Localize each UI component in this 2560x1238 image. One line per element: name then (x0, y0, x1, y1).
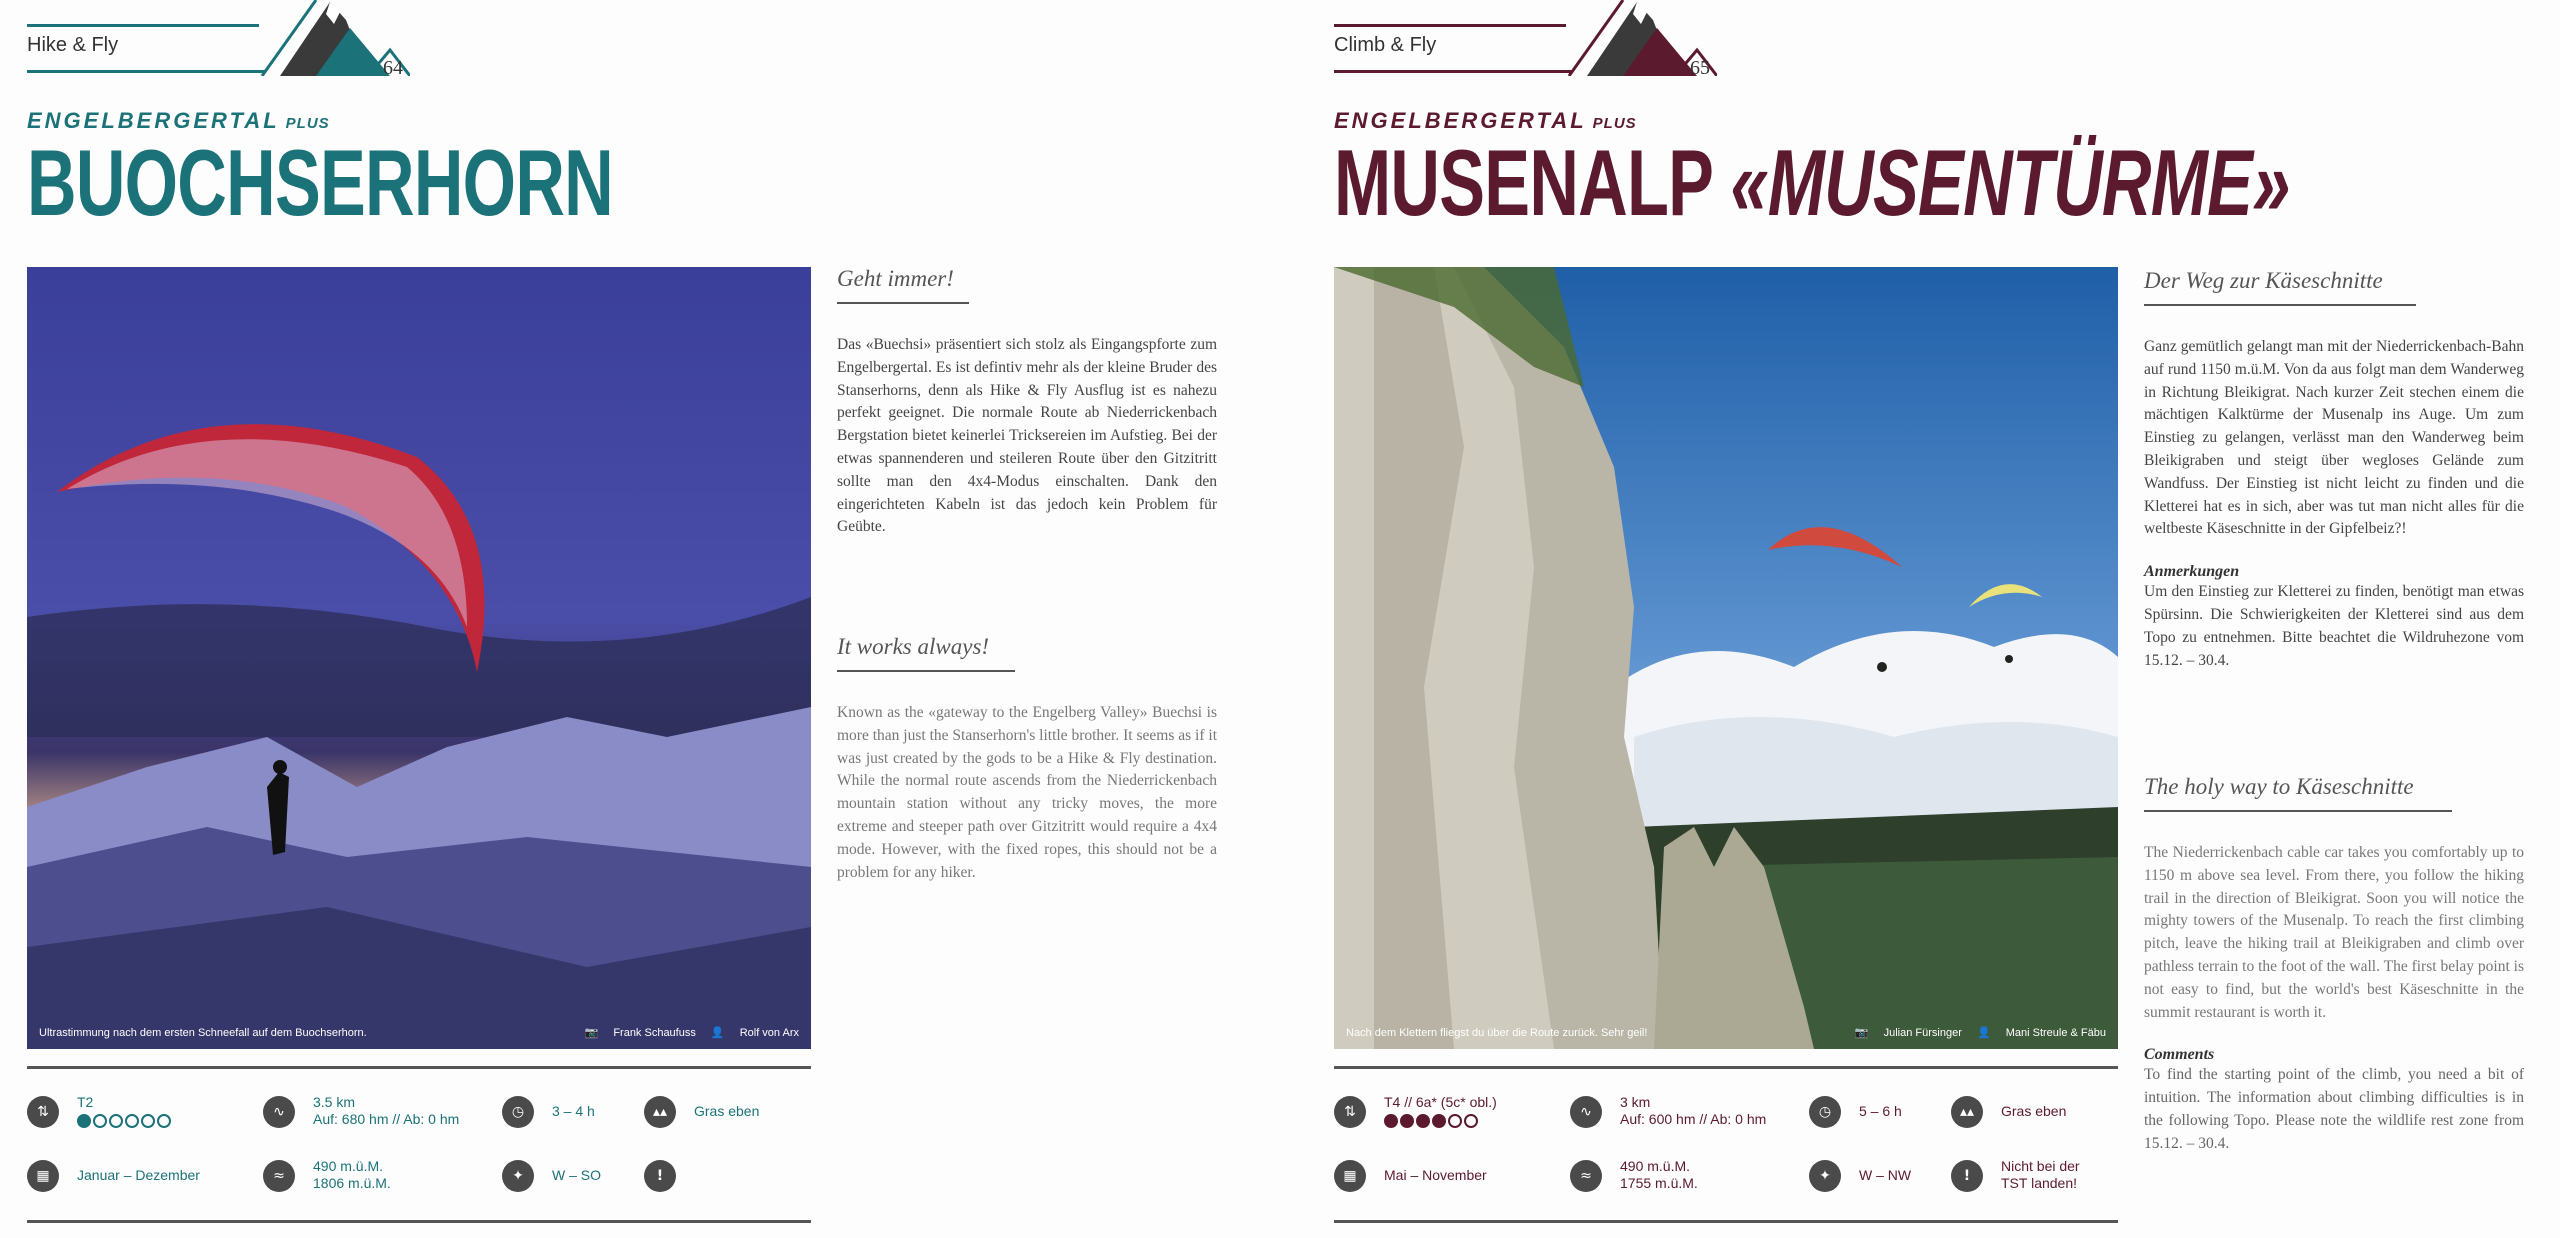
credit-photographer: Frank Schaufuss (613, 1027, 696, 1039)
page-header (27, 0, 447, 90)
dot-empty (109, 1114, 123, 1128)
photo-climbing-towers (1334, 267, 2118, 1049)
dot-filled (1384, 1114, 1398, 1128)
dot-empty (141, 1114, 155, 1128)
warning-line-1: Nicht bei der (2001, 1158, 2080, 1174)
text-column-en (837, 634, 1217, 884)
duration-value: 5 – 6 h (1859, 1103, 1902, 1119)
page-title: BUOCHSERHORN (27, 130, 613, 235)
info-rule-top (27, 1066, 811, 1069)
photo-caption: Ultrastimmung nach dem ersten Schneefall auf dem Buochserhorn. (39, 1027, 367, 1039)
subheading-en: The holy way to Käseschnitte (2144, 774, 2414, 799)
subheading-rule (837, 670, 1015, 672)
info-warning (644, 1160, 676, 1192)
info-distance (1570, 1096, 1766, 1128)
difficulty-icon: ⇅ (27, 1096, 59, 1128)
paragraph-de: Das «Buechsi» präsentiert sich stolz als Eingangspforte zum Engelbergertal. Es ist defintiv mehr als der kleine Bruder des Stanserhorns, denn als Hike & Fly Ausflug ist es nahezu perfekt geeignet. Die normale Route ab Niederrickenbach Bergstation bietet keinerlei Tricksereien im Aufstieg. Bei der etwas spannenderen und steileren Route über den Gitzitritt sollte man den 4x4-Modus einschalten. Dank den eingerichteten Kabeln ist das jedoch kein Problem für Geübte. (837, 336, 1217, 536)
info-landing (1951, 1096, 2066, 1128)
credit-person: Rolf von Arx (739, 1027, 799, 1039)
calendar-icon: ▦ (1334, 1160, 1366, 1192)
region-name: ENGELBERGERTAL (27, 108, 280, 133)
subheading-de: Geht immer! (837, 266, 954, 291)
info-landing (644, 1096, 759, 1128)
subheading-rule (2144, 810, 2452, 812)
info-difficulty (1334, 1096, 1497, 1128)
duration-value: 3 – 4 h (552, 1103, 595, 1119)
altitude-icon: ≈ (1570, 1160, 1602, 1192)
distance-value: 3.5 km (313, 1094, 356, 1110)
note-heading-en: Comments (2144, 1046, 2215, 1064)
altitude-high: 1806 m.ü.M. (313, 1175, 391, 1191)
person-icon: 👤 (1976, 1027, 1991, 1039)
warning-icon: ! (644, 1160, 676, 1192)
right-page (1307, 0, 2560, 1238)
info-distance (263, 1096, 459, 1128)
region-suffix: PLUS (285, 115, 330, 132)
paragraph-en: The Niederrickenbach cable car takes you comfortably up to 1150 m above sea level. From there, you follow the hiking trail in the direction of Bleikigrat. Soon you will notice the mighty towers of the Musenalp. To reach the first climbing pitch, leave the hiking trail at Bleikigraben and climb over pathless terrain to the foot of the wall. The first belay point is not easy to find, but the world's best Käseschnitte in the summit restaurant is worth it. (2144, 844, 2524, 1021)
paragraph-en: Known as the «gateway to the Engelberg Valley» Buechsi is more than just the Stanserhorn's little brother. It seems as if it was just created by the gods to be a Hike & Fly destination. While the normal route ascends from the Niederrickenbach mountain station without any tricky moves, the more extreme and steeper path over Gitzitritt would require a 4x4 mode. However, with the fixed ropes, this should not be a problem for any hiker. (837, 704, 1217, 881)
altitude-low: 490 m.ü.M. (313, 1158, 384, 1174)
distance-value: 3 km (1620, 1094, 1651, 1110)
info-altitude (1570, 1160, 1698, 1192)
info-box (1334, 1066, 2118, 1226)
camera-icon: 📷 (1854, 1027, 1869, 1039)
camera-icon: 📷 (584, 1027, 599, 1039)
grass-icon: ▴▴ (644, 1096, 676, 1128)
dot-filled (1400, 1114, 1414, 1128)
info-box (27, 1066, 811, 1226)
page-number: 64 (383, 57, 403, 79)
header-rule (1334, 70, 1572, 73)
landing-value: Gras eben (694, 1103, 760, 1119)
info-season (1334, 1160, 1487, 1192)
dot-filled (1416, 1114, 1430, 1128)
info-rule-bottom (27, 1220, 811, 1223)
person-icon: 👤 (710, 1027, 725, 1039)
credit-person: Mani Streule & Fäbu (2005, 1027, 2106, 1039)
elevation-value: Auf: 600 hm // Ab: 0 hm (1620, 1111, 1767, 1127)
elevation-value: Auf: 680 hm // Ab: 0 hm (313, 1111, 460, 1127)
title-main: MUSENALP (1334, 130, 1712, 235)
grass-icon: ▴▴ (1951, 1096, 1983, 1128)
subheading-en: It works always! (837, 634, 990, 659)
difficulty-dots (77, 1114, 173, 1128)
dot-filled (77, 1114, 91, 1128)
season-value: Mai – November (1384, 1167, 1487, 1183)
clock-icon: ◷ (1809, 1096, 1841, 1128)
photo-credit (573, 1026, 799, 1039)
title-italic: «MUSENTÜRME» (1730, 130, 2290, 235)
altitude-high: 1755 m.ü.M. (1620, 1175, 1698, 1191)
clock-icon: ◷ (502, 1096, 534, 1128)
info-altitude (263, 1160, 391, 1192)
difficulty-value: T4 // 6a* (5c* obl.) (1384, 1094, 1497, 1110)
subheading-rule (2144, 304, 2416, 306)
difficulty-dots (1384, 1114, 1497, 1128)
info-season (27, 1160, 200, 1192)
header-rule (1334, 24, 1566, 27)
text-column-en (2144, 774, 2524, 1156)
altitude-low: 490 m.ü.M. (1620, 1158, 1691, 1174)
info-warning (1951, 1160, 2080, 1192)
dot-empty (93, 1114, 107, 1128)
subheading-rule (837, 302, 969, 304)
paragraph-de: Ganz gemütlich gelangt man mit der Niederrickenbach-Bahn auf rund 1150 m.ü.M. Von da aus folgt man dem Wanderweg in Richtung Bleikigrat. Nach kurzer Zeit stechen einem die mächtigen Kalktürme der Musenalp ins Auge. Um zum Einstieg zu gelangen, verlässt man den Wanderweg beim Bleikigraben und steigt über wegloses Gelände zum Wandfuss. Der Einstieg ist nicht leicht zu finden und die Kletterei hat es in sich, aber was tut man nicht alles für die weltbeste Käseschnitte in der Gipfelbeiz?! (2144, 338, 2524, 538)
text-column (837, 266, 1217, 539)
dot-empty (125, 1114, 139, 1128)
page-number: 65 (1690, 57, 1710, 79)
header-rule (27, 70, 265, 73)
warning-line-2: TST landen! (2001, 1175, 2078, 1191)
section-name: Hike & Fly (27, 34, 119, 56)
region-suffix: PLUS (1592, 115, 1637, 132)
info-difficulty (27, 1096, 173, 1128)
compass-icon: ✦ (502, 1160, 534, 1192)
compass-icon: ✦ (1809, 1160, 1841, 1192)
photo-credit (1843, 1026, 2106, 1039)
dot-empty (1464, 1114, 1478, 1128)
note-de: Um den Einstieg zur Kletterei zu finden, benötigt man etwas Spürsinn. Die Schwierigkeiten der Kletterei sind aus dem Topo zu entnehmen. Bitte beachtet die Wildruhezone vom 15.12. – 30.4. (2144, 583, 2524, 669)
wind-value: W – NW (1859, 1167, 1912, 1183)
difficulty-value: T2 (77, 1094, 94, 1110)
altitude-icon: ≈ (263, 1160, 295, 1192)
info-rule-bottom (1334, 1220, 2118, 1223)
header-rule (27, 24, 259, 27)
region-name: ENGELBERGERTAL (1334, 108, 1587, 133)
text-column (2144, 268, 2524, 672)
warning-icon: ! (1951, 1160, 1983, 1192)
season-value: Januar – Dezember (77, 1167, 200, 1183)
photo-caption: Nach dem Klettern fliegst du über die Route zurück. Sehr geil! (1346, 1027, 1648, 1039)
wind-value: W – SO (552, 1167, 602, 1183)
subheading-de: Der Weg zur Käseschnitte (2144, 268, 2383, 293)
info-wind (502, 1160, 601, 1192)
difficulty-icon: ⇅ (1334, 1096, 1366, 1128)
page-header (1334, 0, 1754, 90)
info-duration (1809, 1096, 1902, 1128)
info-rule-top (1334, 1066, 2118, 1069)
section-name: Climb & Fly (1334, 34, 1437, 56)
route-icon: ∿ (1570, 1096, 1602, 1128)
photo-paraglider-snow (27, 267, 811, 1049)
calendar-icon: ▦ (27, 1160, 59, 1192)
credit-photographer: Julian Fürsinger (1883, 1027, 1962, 1039)
note-heading-de: Anmerkungen (2144, 563, 2240, 581)
info-duration (502, 1096, 595, 1128)
dot-empty (1448, 1114, 1462, 1128)
page-title (1334, 128, 2290, 238)
info-wind (1809, 1160, 1911, 1192)
dot-filled (1432, 1114, 1446, 1128)
note-en: To find the starting point of the climb, you need a bit of intuition. The information about climbing difficulties is in the following Topo. Please note the wildlife rest zone from 15.12. – 30.4. (2144, 1066, 2524, 1152)
route-icon: ∿ (263, 1096, 295, 1128)
dot-empty (157, 1114, 171, 1128)
landing-value: Gras eben (2001, 1103, 2067, 1119)
